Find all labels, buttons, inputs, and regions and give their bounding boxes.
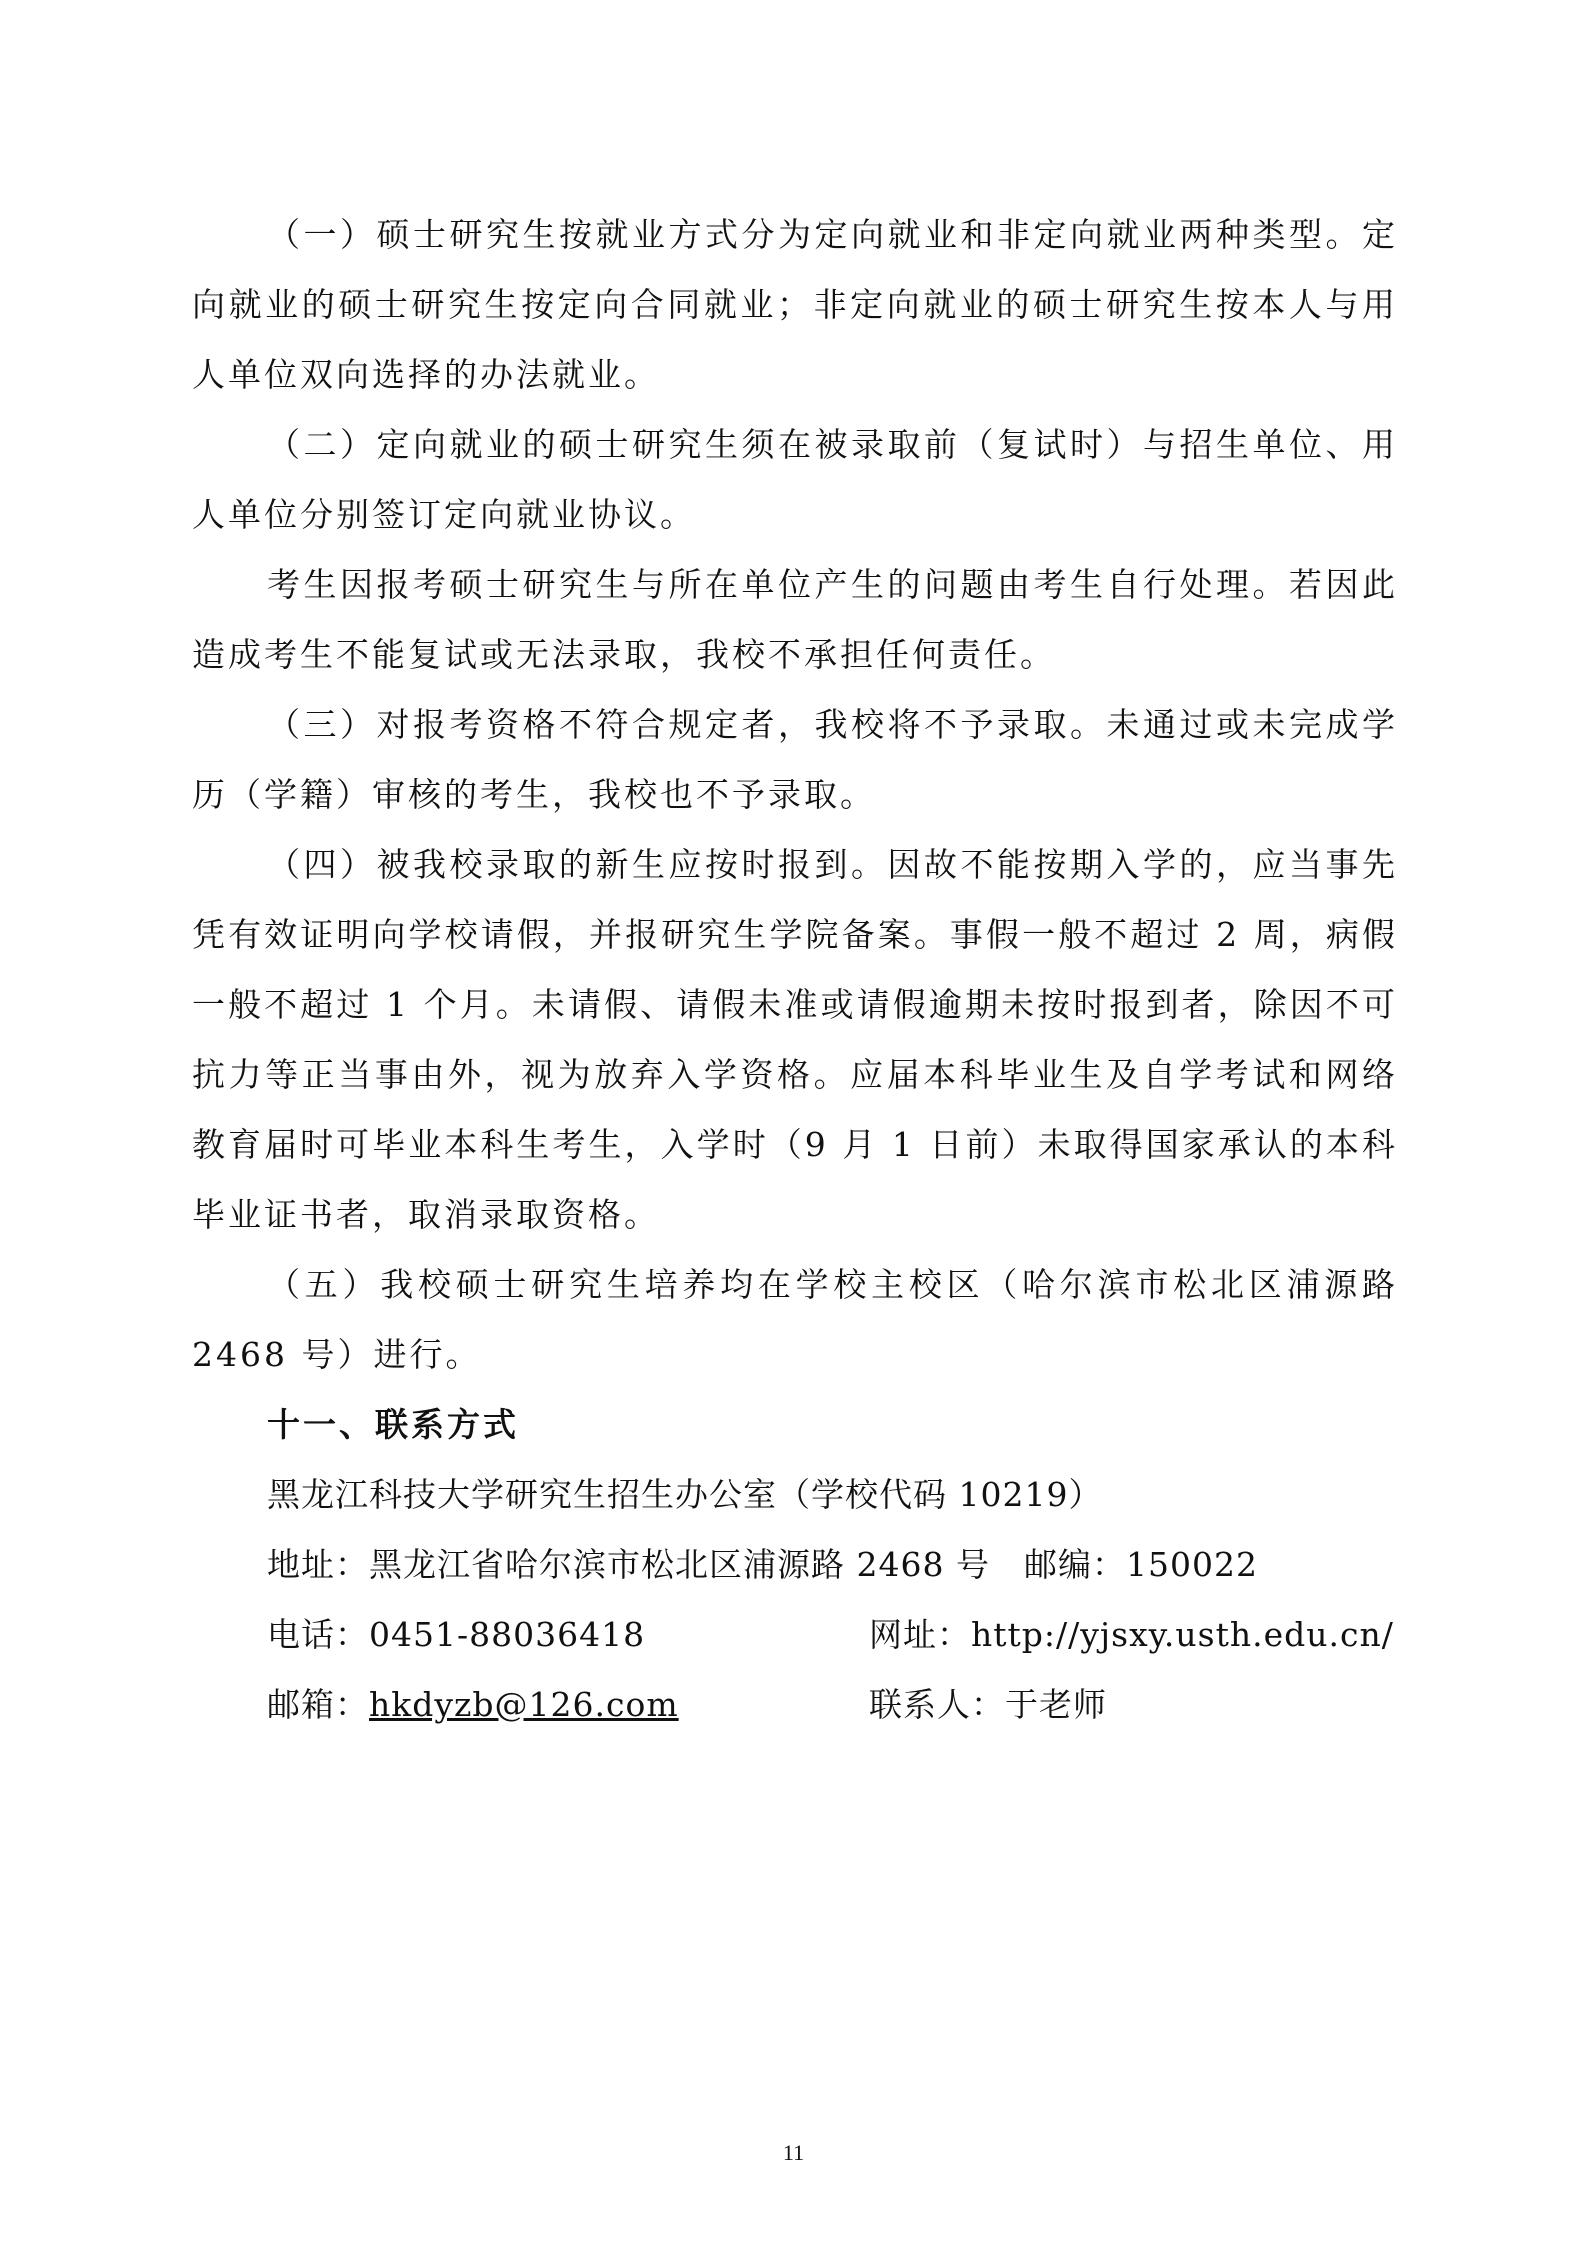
paragraph-employment-types: （一）硕士研究生按就业方式分为定向就业和非定向就业两种类型。定向就业的硕士研究生按定向合同就业；非定向就业的硕士研究生按本人与用人单位双向选择的办法就业。 (192, 215, 1398, 394)
contact-email-group (267, 1670, 869, 1740)
contact-office: 黑龙江科技大学研究生招生办公室（学校代码 10219） (267, 1475, 1103, 1514)
paragraph-candidate-responsibility: 考生因报考硕士研究生与所在单位产生的问题由考生自行处理。若因此造成考生不能复试或无法录取，我校不承担任何责任。 (192, 565, 1398, 674)
contact-email-person-row (192, 1670, 1398, 1740)
contact-email-label: 邮箱： (267, 1685, 369, 1724)
paragraph-registration: （四）被我校录取的新生应按时报到。因故不能按期入学的，应当事先凭有效证明向学校请假，并报研究生学院备案。事假一般不超过 2 周，病假一般不超过 1 个月。未请假、请假未准或请假逾期未按时报到者，除因不可抗力等正当事由外，视为放弃入学资格。应届本科毕业生及自学考试和网络教育届时可毕业本科生考生，入学时（9 月 1 日前）未取得国家承认的本科毕业证书者，取消录取资格。 (192, 845, 1398, 1234)
contact-phone-website-row (192, 1600, 1398, 1670)
paragraph-eligibility: （三）对报考资格不符合规定者，我校将不予录取。未通过或未完成学历（学籍）审核的考生，我校也不予录取。 (192, 705, 1398, 814)
page-number: 11 (782, 2140, 805, 2165)
paragraph-directed-agreement: （二）定向就业的硕士研究生须在被录取前（复试时）与招生单位、用人单位分别签订定向就业协议。 (192, 425, 1398, 534)
document-body (192, 200, 1398, 1740)
contact-address: 地址：黑龙江省哈尔滨市松北区浦源路 2468 号 邮编：150022 (267, 1545, 1258, 1584)
contact-person: 联系人：于老师 (869, 1685, 1107, 1724)
contact-email-link[interactable]: hkdyzb@126.com (369, 1685, 679, 1724)
contact-phone: 电话：0451-88036418 (267, 1615, 646, 1654)
paragraph-campus: （五）我校硕士研究生培养均在学校主校区（哈尔滨市松北区浦源路 2468 号）进行。 (192, 1265, 1398, 1374)
contact-heading: 十一、联系方式 (267, 1405, 519, 1444)
contact-website: 网址：http://yjsxy.usth.edu.cn/ (869, 1615, 1394, 1654)
